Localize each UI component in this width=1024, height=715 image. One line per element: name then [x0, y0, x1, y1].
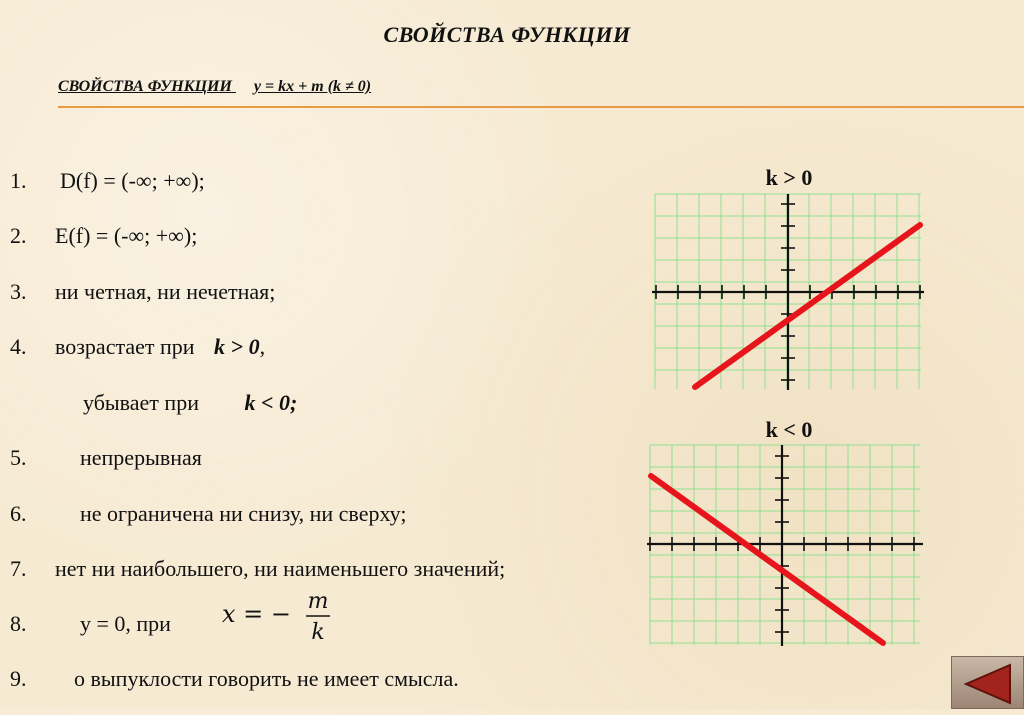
graph-label-negative: k < 0 [765, 417, 813, 442]
condition-k-positive: k > 0 [214, 334, 260, 359]
page-title: СВОЙСТВА ФУНКЦИИ [383, 22, 631, 47]
zero-formula-numerator: m [307, 589, 329, 614]
graph-k-negative [645, 443, 925, 648]
zero-formula-denominator: k [311, 620, 325, 645]
back-arrow-icon [952, 657, 1024, 710]
divider [58, 106, 1024, 108]
function-line [695, 225, 920, 387]
graph-k-positive [650, 192, 926, 392]
zero-formula [222, 588, 332, 646]
subtitle [58, 78, 371, 96]
subtitle-formula: y = kx + m (k ≠ 0) [253, 78, 372, 95]
zero-formula-lhs: x = − [222, 600, 292, 628]
subtitle-label: СВОЙСТВА ФУНКЦИИ [58, 78, 232, 95]
graph-label-positive: k > 0 [765, 165, 813, 190]
back-button[interactable] [951, 656, 1024, 709]
condition-k-negative: k < 0; [244, 390, 298, 415]
